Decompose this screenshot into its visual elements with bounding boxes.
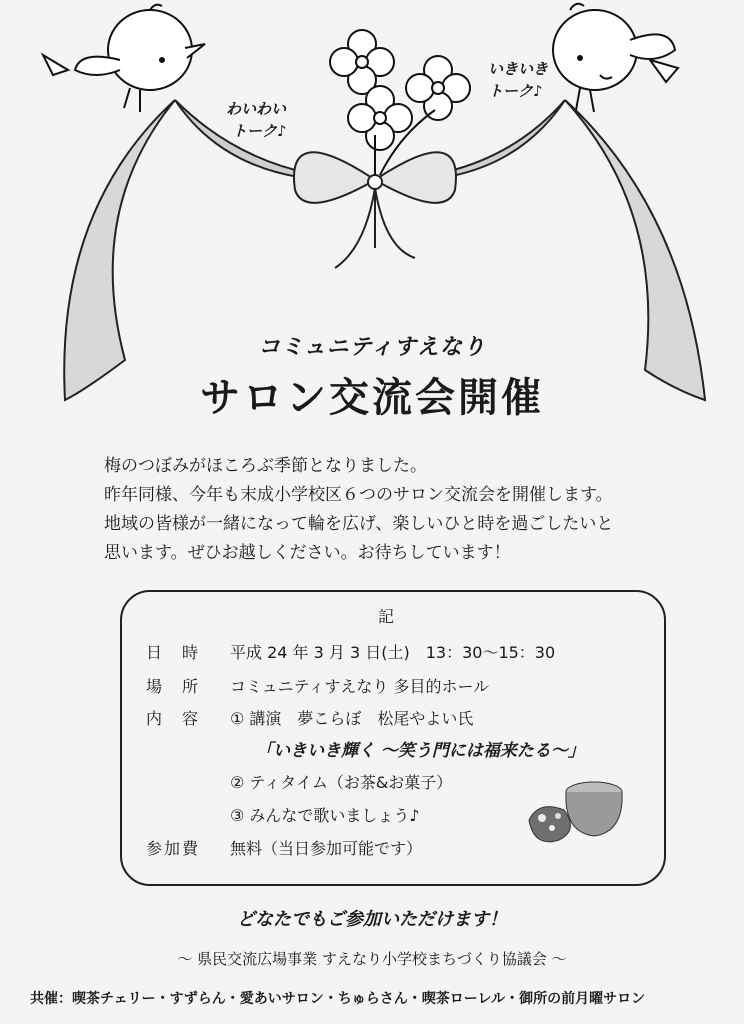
content-label: 内 容: [146, 709, 201, 728]
intro-line: 昨年同様、今年も末成小学校区６つのサロン交流会を開催します。: [104, 485, 613, 505]
date-label: 日 時: [146, 643, 201, 662]
date-value: 平成 24 年 3 月 3 日(土) 13：30〜15：30: [230, 643, 556, 662]
teacup-photo-icon: [524, 770, 634, 850]
left-bird-icon: [43, 5, 205, 112]
sponsor-text: ～ 県民交流広場事業 すえなり小学校まちづくり協議会 ～: [177, 950, 567, 968]
details-heading: 記: [378, 607, 395, 626]
content-item-3: ③ みんなで歌いましょう♪: [230, 806, 420, 825]
place-label: 場 所: [146, 677, 201, 696]
intro-line: 地域の皆様が一緒になって輪を広げ、楽しいひと時を過ごしたいと: [104, 514, 614, 534]
intro-line: 思います。ぜひお越しください。お待ちしています！: [104, 543, 511, 563]
invitation-text: どなたでもご参加いただけます！: [237, 909, 507, 930]
lecture-title: 「いきいき輝く ～笑う門には福来たる～」: [256, 741, 585, 761]
page-title: サロン交流会開催: [200, 375, 544, 421]
talk-right-line-1: いきいき: [488, 60, 549, 78]
talk-left-line-2: トーク♪: [232, 122, 287, 140]
talk-right-label: [488, 58, 548, 102]
talk-right-line-2: トーク♪: [488, 82, 543, 100]
talk-left-line-1: わいわい: [226, 100, 287, 118]
subtitle: コミュニティすえなり: [258, 335, 486, 360]
talk-left-label: [226, 98, 287, 142]
place-value: コミュニティすえなり 多目的ホール: [230, 677, 490, 696]
content-item-1: ① 講演 夢こらぼ 松尾やよい氏: [230, 709, 474, 728]
fee-value: 無料（当日参加可能です）: [230, 839, 423, 858]
intro-text: [104, 452, 704, 568]
cohost-text: 共催：喫茶チェリー・すずらん・愛あいサロン・ちゅらさん・喫茶ローレル・御所の前月曜サロン: [30, 991, 646, 1007]
right-bird-icon: [553, 4, 678, 112]
flowers-icon: [330, 30, 470, 175]
fee-label: 参加費: [146, 839, 201, 858]
content-item-2: ② ティタイム（お茶&お菓子）: [230, 773, 453, 792]
intro-line: 梅のつぼみがほころぶ季節となりました。: [104, 456, 427, 476]
